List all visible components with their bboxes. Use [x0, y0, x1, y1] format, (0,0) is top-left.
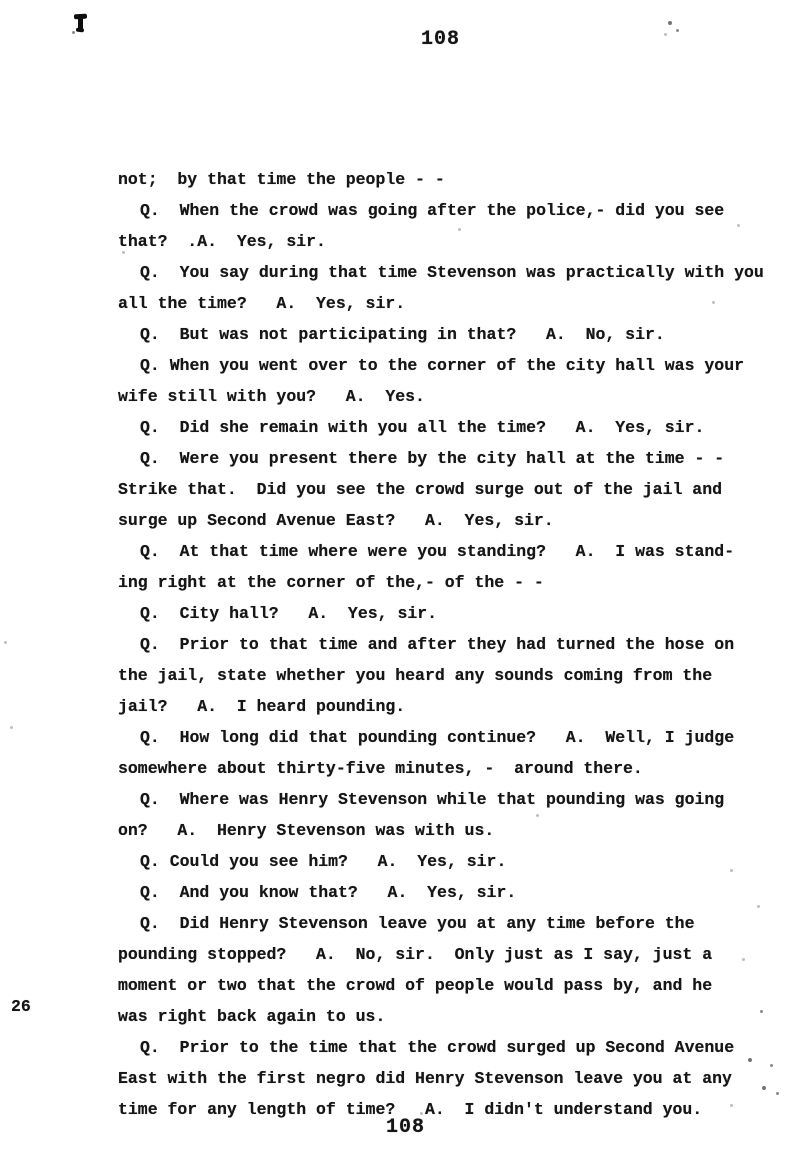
ink-speck [757, 905, 760, 908]
transcript-line: all the time? A. Yes, sir. [118, 294, 406, 313]
transcript-line: not; by that time the people - - [118, 170, 445, 189]
transcript-line: jail? A. I heard pounding. [118, 697, 406, 716]
ink-speck [668, 21, 672, 25]
ink-speck [742, 958, 745, 961]
ink-blot-mark [74, 14, 88, 34]
transcript-line: Q. Were you present there by the city hall at the time - - [140, 449, 725, 468]
transcript-line: Q. City hall? A. Yes, sir. [140, 604, 438, 623]
ink-speck [72, 31, 75, 34]
transcript-line: the jail, state whether you heard any sounds coming from the [118, 666, 713, 685]
transcript-line: Q. When the crowd was going after the police,- did you see [140, 201, 725, 220]
transcript-line: Q. At that time where were you standing? A. I was stand- [140, 542, 735, 561]
transcript-line: ing right at the corner of the,- of the - - [118, 573, 544, 592]
transcript-line: Q. You say during that time Stevenson was practically with you [140, 263, 764, 282]
transcript-line: pounding stopped? A. No, sir. Only just as I say, just a [118, 945, 713, 964]
ink-speck [536, 814, 539, 817]
transcript-line: Q. When you went over to the corner of the city hall was your [140, 356, 744, 375]
transcript-line: was right back again to us. [118, 1007, 386, 1026]
ink-speck [420, 1112, 423, 1115]
transcript-line: Q. Did she remain with you all the time? A. Yes, sir. [140, 418, 705, 437]
ink-speck [730, 1104, 733, 1107]
ink-speck [770, 1064, 773, 1067]
ink-speck [122, 251, 125, 254]
ink-speck [10, 726, 13, 729]
page-number-top: 108 [421, 28, 461, 51]
transcript-line: Q. Could you see him? A. Yes, sir. [140, 852, 507, 871]
ink-speck [712, 301, 715, 304]
transcript-line: on? A. Henry Stevenson was with us. [118, 821, 495, 840]
transcript-line: East with the first negro did Henry Stevenson leave you at any [118, 1069, 732, 1088]
ink-speck [748, 1058, 752, 1062]
ink-speck [4, 641, 7, 644]
transcript-line: somewhere about thirty-five minutes, - around there. [118, 759, 643, 778]
page-number-bottom: 108 [386, 1116, 426, 1139]
ink-speck [776, 1092, 779, 1095]
ink-speck [760, 1010, 763, 1013]
transcript-line: moment or two that the crowd of people would pass by, and he [118, 976, 713, 995]
transcript-line: Q. And you know that? A. Yes, sir. [140, 883, 517, 902]
ink-speck [730, 869, 733, 872]
ink-speck [676, 29, 679, 32]
transcript-line: time for any length of time? A. I didn't understand you. [118, 1100, 703, 1119]
transcript-line: Q. But was not participating in that? A. No, sir. [140, 325, 665, 344]
transcript-line: Q. Did Henry Stevenson leave you at any time before the [140, 914, 695, 933]
transcript-line: Q. Where was Henry Stevenson while that pounding was going [140, 790, 725, 809]
ink-blot-foot [76, 28, 84, 33]
ink-speck [664, 33, 667, 36]
ink-speck [737, 224, 740, 227]
ink-speck [762, 1086, 766, 1090]
transcript-body [118, 164, 788, 1125]
transcript-line: Q. Prior to the time that the crowd surged up Second Avenue [140, 1038, 735, 1057]
transcript-line: surge up Second Avenue East? A. Yes, sir. [118, 511, 554, 530]
transcript-line: Q. How long did that pounding continue? A. Well, I judge [140, 728, 735, 747]
ink-speck [458, 228, 461, 231]
transcript-line: wife still with you? A. Yes. [118, 387, 425, 406]
transcript-line: Strike that. Did you see the crowd surge out of the jail and [118, 480, 722, 499]
transcript-line: Q. Prior to that time and after they had turned the hose on [140, 635, 735, 654]
margin-line-number: 26 [11, 997, 31, 1016]
transcript-line: that? .A. Yes, sir. [118, 232, 326, 251]
